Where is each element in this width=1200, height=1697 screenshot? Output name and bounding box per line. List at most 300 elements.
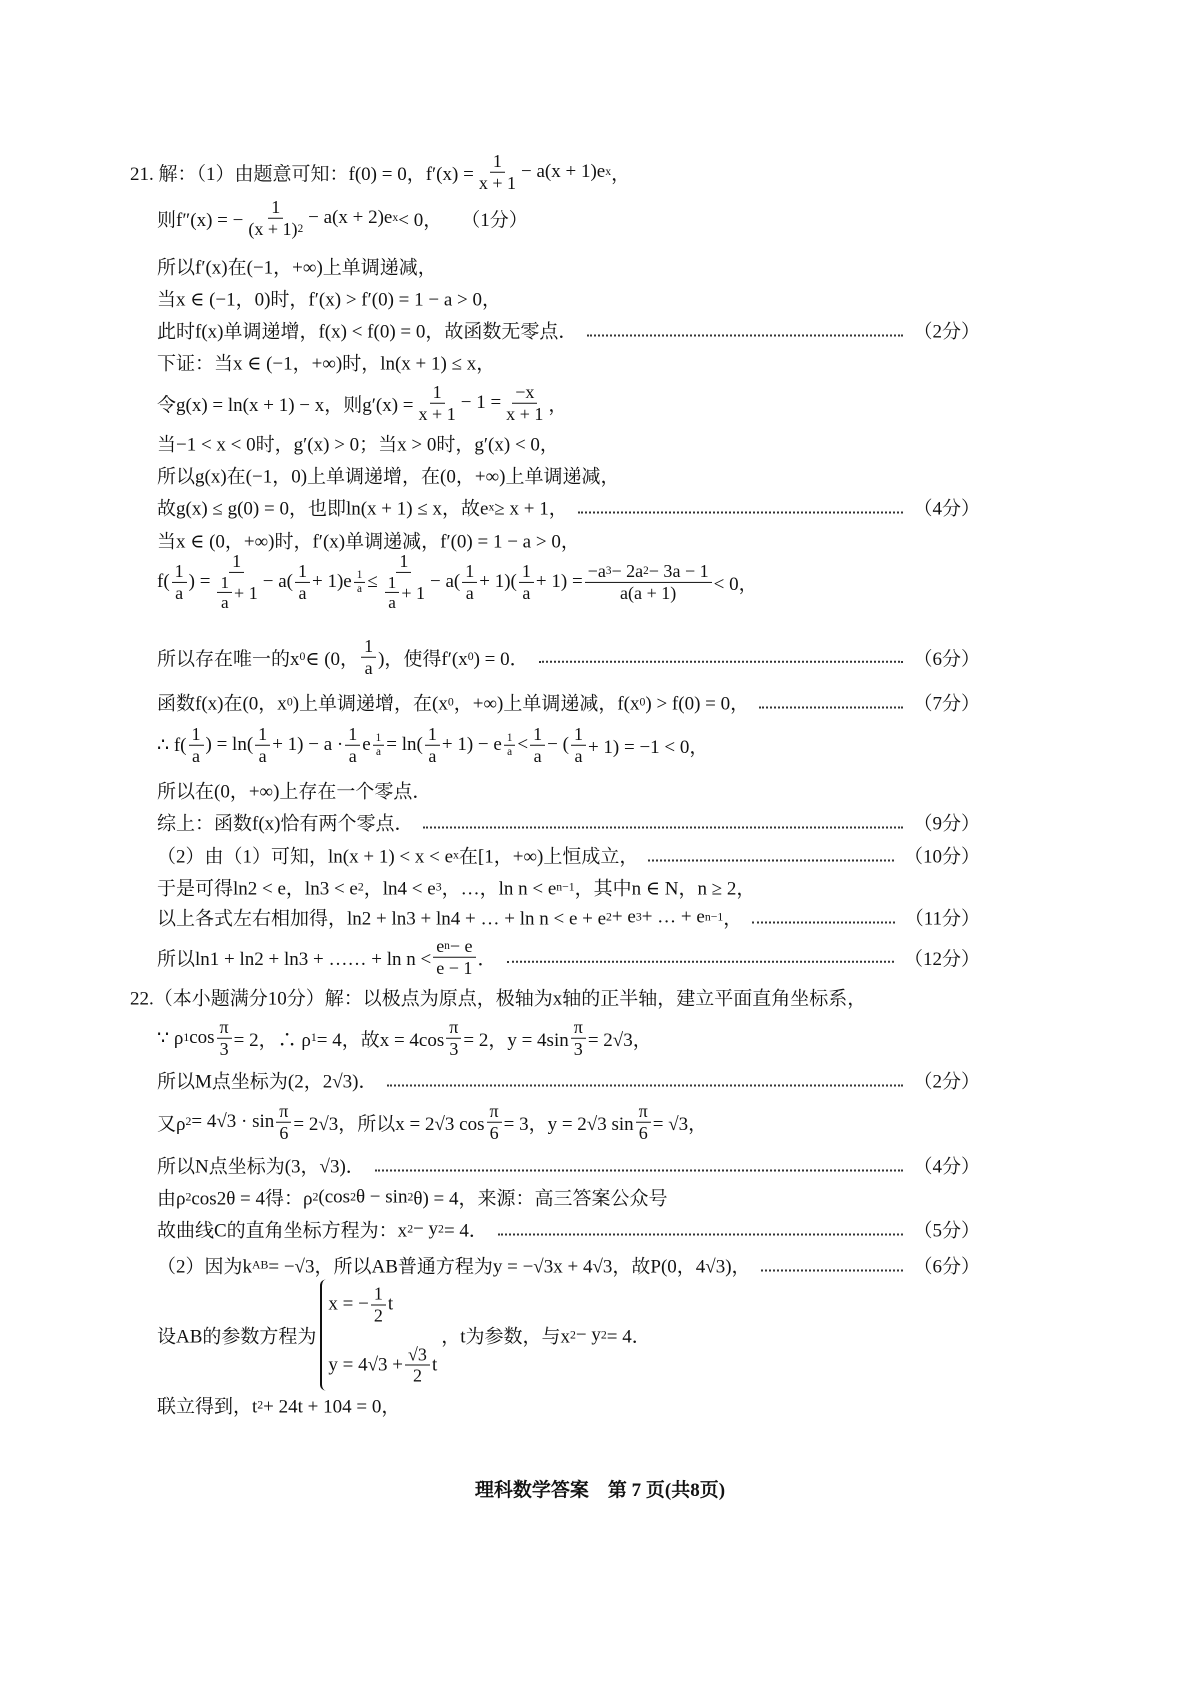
fraction: [217, 1017, 232, 1060]
math-text: 下证：当x ∈ (−1，+∞)时，ln(x + 1) ≤ x，: [157, 353, 496, 375]
numerator: [433, 936, 475, 958]
line-content: [157, 349, 495, 376]
math-text: ，: [723, 908, 743, 930]
line-content: [157, 1184, 668, 1211]
math-text: ，其中n ∈ N，n ≥ 2，: [574, 878, 756, 900]
fraction: [530, 724, 545, 767]
dot-leader: [498, 1233, 904, 1235]
math-text: n: [444, 939, 450, 952]
math-text: √3: [408, 1344, 427, 1364]
line-content: [157, 777, 431, 804]
denominator: [189, 746, 203, 767]
math-text: ∴ f(: [157, 734, 187, 756]
solution-line: [157, 253, 980, 280]
numerator: [571, 724, 586, 746]
numerator: [405, 1344, 430, 1366]
math-text: = −√3，所以AB普通方程为y = −√3x + 4√3，故P(0，4√3)，: [268, 1256, 751, 1278]
math-text: 2: [257, 1398, 264, 1411]
math-text: π: [573, 1016, 583, 1037]
math-text: = 4，故x = 4cos: [316, 1029, 445, 1051]
math-text: 1: [348, 723, 358, 744]
denominator: [503, 404, 546, 425]
math-text: 21. 解：（1）由题意可知：f(0) = 0，f′(x) =: [130, 163, 474, 185]
solution-line: [157, 527, 980, 554]
fraction: [373, 732, 385, 759]
math-text: = 4√3 · sin: [191, 1111, 275, 1132]
denominator: [276, 1123, 291, 1144]
line-content: [157, 197, 528, 240]
math-text: ≤: [367, 571, 378, 592]
score-mark: （7分）: [913, 693, 980, 715]
math-text: e: [362, 734, 371, 755]
math-text: 1: [427, 723, 437, 744]
line-content: [157, 1101, 707, 1144]
numerator: [385, 573, 400, 594]
dot-leader: [587, 334, 903, 336]
math-text: e: [436, 935, 445, 956]
denominator: [519, 583, 533, 604]
denominator: [354, 583, 365, 596]
fraction: [425, 724, 440, 767]
solution-line: [157, 197, 980, 240]
numerator: [512, 382, 537, 404]
math-text: 1: [364, 635, 374, 656]
denominator: [416, 404, 459, 425]
math-text: 故g(x) ≤ g(0) = 0，也即ln(x + 1) ≤ x，故e: [157, 498, 489, 520]
line-content: [130, 984, 866, 1011]
math-text: a(a + 1): [620, 582, 677, 603]
numerator: [361, 636, 376, 658]
math-text: a: [348, 745, 357, 766]
math-text: a: [533, 745, 542, 766]
math-text: 3: [219, 1038, 229, 1059]
numerator: [217, 573, 232, 594]
numerator: [571, 1017, 586, 1039]
fraction: [212, 551, 260, 613]
solution-line: [157, 936, 980, 979]
math-text: + 1) = −1 < 0，: [587, 736, 709, 758]
math-text: x = −: [328, 1293, 369, 1315]
solution-line: [157, 494, 980, 521]
math-text: a: [175, 582, 184, 603]
numerator: [490, 151, 505, 173]
fraction: [519, 561, 534, 604]
math-text: + 1) =: [535, 571, 583, 592]
score-mark: （2分）: [913, 1071, 980, 1093]
math-text: ，…，ln n < e: [441, 878, 557, 900]
fraction: [255, 724, 270, 767]
denominator: [212, 573, 260, 613]
math-text: θ − sin: [355, 1186, 408, 1207]
math-text: 在[1，+∞)上恒成立，: [458, 846, 639, 868]
math-text: − a(x + 1)e: [521, 161, 606, 182]
numerator: [276, 1101, 291, 1123]
numerator: [430, 382, 445, 404]
math-text: 故曲线C的直角坐标方程为：x: [157, 1220, 408, 1242]
math-text: 所以g(x)在(−1，0)上单调递增，在(0，+∞)上单调递减，: [157, 466, 620, 488]
page-footer: 理科数学答案 第 7 页(共8页): [474, 1480, 726, 1501]
math-text: 2: [297, 222, 304, 235]
math-text: a: [364, 657, 373, 678]
fraction: [276, 1101, 291, 1144]
numerator: [519, 561, 534, 583]
numerator: [268, 197, 283, 219]
math-text: (x + 1): [248, 218, 298, 239]
math-text: + 1)e: [311, 571, 352, 592]
math-text: 于是可得ln2 < e，ln3 < e: [157, 878, 358, 900]
solution-line: [157, 317, 980, 344]
math-text: 所以ln1 + ln2 + ln3 + …… + ln n <: [157, 948, 432, 970]
score-mark: （4分）: [913, 498, 980, 520]
line-content: [157, 253, 437, 280]
math-text: 1: [271, 196, 281, 217]
fraction: [476, 151, 519, 194]
line-content: [157, 551, 758, 613]
dot-leader: [752, 921, 894, 923]
math-text: < 0，: [713, 573, 758, 595]
math-text: cos2θ = 4得：ρ: [191, 1188, 313, 1210]
math-text: 6: [489, 1122, 499, 1143]
solution-line: [157, 1280, 980, 1391]
numerator: [446, 1017, 461, 1039]
math-text: 1: [191, 723, 201, 744]
math-text: = 2√3，: [587, 1029, 652, 1051]
denominator: [245, 219, 306, 240]
math-text: + e: [611, 906, 636, 927]
denominator: [410, 1366, 425, 1387]
line-content: [157, 809, 413, 836]
fraction: [571, 724, 586, 767]
math-text: = ln(: [386, 734, 423, 755]
fraction: [462, 561, 477, 604]
math-text: 当x ∈ (0，+∞)时，f′(x)单调递减，f′(0) = 1 − a > 0，: [157, 531, 580, 553]
math-text: a: [522, 582, 531, 603]
math-text: − a(x + 2)e: [308, 207, 393, 228]
line-content: [157, 382, 567, 425]
math-text: 1: [183, 1031, 190, 1044]
solution-line: [157, 809, 980, 836]
math-text: 6: [279, 1122, 289, 1143]
math-text: ) = ln(: [205, 734, 254, 755]
math-text: − y: [413, 1218, 439, 1239]
math-text: 0: [447, 695, 454, 708]
solution-line: [157, 636, 980, 679]
line-content: [157, 527, 580, 554]
math-text: ∈ (0，: [305, 648, 360, 670]
line-content: [157, 430, 559, 457]
denominator: [571, 746, 585, 767]
denominator: [256, 746, 270, 767]
superscript: [705, 910, 723, 924]
line-content: [157, 1152, 365, 1179]
fraction: [503, 382, 546, 425]
fraction: [385, 573, 400, 613]
line-content: [157, 285, 501, 312]
math-text: − y: [575, 1324, 601, 1345]
line-content: [157, 1392, 400, 1419]
math-text: 3: [573, 1038, 583, 1059]
math-text: + … + e: [641, 906, 705, 927]
math-text: n−1: [704, 910, 724, 923]
solution-line: [157, 842, 980, 869]
math-text: = 3，y = 2√3 sin: [503, 1113, 634, 1135]
math-text: = 2，y = 4sin: [463, 1029, 569, 1051]
dot-leader: [761, 1269, 904, 1271]
math-text: − 2a: [611, 560, 644, 581]
solution-line: [157, 430, 980, 457]
line-content: [157, 1067, 377, 1094]
math-text: 所以f′(x)在(−1，+∞)上单调递减，: [157, 257, 437, 279]
fraction: [571, 1017, 586, 1060]
math-text: 又ρ: [157, 1113, 186, 1135]
numerator: [487, 1101, 502, 1123]
math-text: −x: [515, 381, 535, 402]
denominator: [380, 573, 428, 613]
math-text: 联立得到，t: [157, 1396, 258, 1418]
math-text: 0: [299, 650, 306, 663]
math-text: x: [392, 211, 399, 224]
math-text: θ) = 4，来源：高三答案公众号: [413, 1188, 668, 1210]
math-text: + 1) − e: [441, 734, 502, 755]
math-text: ，: [548, 394, 568, 416]
denominator: [476, 173, 519, 194]
denominator: [617, 583, 679, 604]
math-text: 22.（本小题满分10分）解：以极点为原点，极轴为x轴的正半轴，建立平面直角坐标系，: [130, 988, 867, 1010]
math-text: = 4．: [443, 1220, 488, 1242]
math-text: a: [375, 745, 381, 758]
score-mark: （9分）: [913, 813, 980, 835]
solution-line: [130, 984, 980, 1011]
numerator: [255, 724, 270, 746]
superscript: [298, 222, 304, 235]
math-text: 1: [521, 560, 531, 581]
line-content: [157, 874, 755, 901]
denominator: [371, 1305, 386, 1326]
math-text: 2: [373, 1305, 383, 1326]
math-text: 1: [220, 572, 230, 592]
math-text: y = 4√3 +: [328, 1354, 404, 1376]
math-text: 1: [465, 560, 475, 581]
fraction: [361, 636, 376, 679]
math-text: π: [219, 1016, 229, 1037]
math-text: 2: [600, 1328, 607, 1341]
dot-leader: [423, 826, 903, 828]
denominator: [362, 658, 376, 679]
math-text: 当−1 < x < 0时，g′(x) > 0；当x > 0时，g′(x) < 0，: [157, 434, 559, 456]
math-text: t: [431, 1354, 438, 1376]
fraction: [172, 561, 187, 604]
fraction: [636, 1101, 651, 1144]
math-text: 2: [185, 1190, 192, 1203]
math-text: 1: [492, 150, 502, 171]
math-text: 1: [373, 1283, 383, 1304]
math-text: 1: [375, 731, 382, 744]
denominator: [504, 746, 515, 759]
numerator: [217, 1017, 232, 1039]
fraction: [189, 724, 204, 767]
math-text: ．: [477, 948, 497, 970]
math-text: ) = 0．: [473, 648, 529, 670]
math-text: 1: [573, 723, 583, 744]
math-text: π: [449, 1016, 459, 1037]
line-content: [157, 689, 749, 716]
math-text: + 1: [401, 582, 426, 603]
denominator: [487, 1123, 502, 1144]
equation-system: [320, 1280, 437, 1391]
subscript: [252, 1258, 268, 1272]
line-content: [157, 636, 529, 679]
line-content: [157, 494, 568, 521]
math-text: <: [517, 734, 529, 755]
math-text: 1: [387, 572, 397, 592]
math-text: 所以存在唯一的x: [157, 648, 300, 670]
math-text: 1: [356, 568, 363, 581]
math-text: 此时f(x)单调递增，f(x) < f(0) = 0，故函数无零点．: [157, 321, 578, 343]
math-text: 令g(x) = ln(x + 1) − x，则g′(x) =: [157, 394, 414, 416]
superscript: [556, 880, 574, 894]
math-text: 1: [258, 723, 268, 744]
math-text: （2）因为k: [157, 1256, 253, 1278]
math-text: 2: [643, 564, 649, 577]
math-text: 1: [533, 723, 543, 744]
math-text: ) > f(0) = 0，: [645, 693, 750, 715]
math-text: = 2√3，所以x = 2√3 cos: [293, 1113, 485, 1135]
math-text: ，: [611, 163, 631, 185]
math-text: 2: [412, 1365, 422, 1386]
math-text: 1: [399, 550, 409, 571]
fraction: [354, 569, 366, 596]
solution-line: [157, 382, 980, 425]
math-text: 综上：函数f(x)恰有两个零点．: [157, 813, 414, 835]
denominator: [295, 583, 309, 604]
solution-line: [130, 151, 980, 194]
denominator: [217, 1039, 232, 1060]
math-text: = 2，∴ ρ: [233, 1029, 311, 1051]
math-text: 1: [506, 731, 513, 744]
denominator: [373, 746, 384, 759]
dot-leader: [578, 511, 904, 513]
solution-line: [157, 777, 980, 804]
math-text: )上单调递增，在(x: [292, 693, 448, 715]
math-text: 3: [635, 910, 642, 923]
math-text: − 1 =: [460, 392, 502, 413]
math-text: 3: [449, 1038, 459, 1059]
line-content: [157, 936, 497, 979]
math-text: 3: [435, 880, 442, 893]
denominator: [433, 958, 475, 979]
numerator: [425, 724, 440, 746]
solution-line: [157, 1101, 980, 1144]
math-text: 所以在(0，+∞)上存在一个零点．: [157, 781, 432, 803]
math-text: 当x ∈ (−1，0)时，f′(x) > f′(0) = 1 − a > 0，: [157, 289, 502, 311]
fraction: [487, 1101, 502, 1144]
line-content: [157, 1252, 751, 1279]
math-text: )，使得f′(x: [378, 648, 468, 670]
solution-line: [157, 904, 980, 931]
dot-leader: [375, 1169, 904, 1171]
solution-line: [157, 1017, 980, 1060]
score-mark: （10分）: [903, 846, 980, 868]
math-text: 0: [639, 695, 646, 708]
math-text: x: [605, 165, 612, 178]
math-text: ) =: [188, 571, 211, 592]
math-text: n−1: [556, 880, 575, 893]
math-text: x: [488, 500, 495, 513]
math-text: 3: [605, 564, 612, 577]
math-text: t: [387, 1293, 394, 1315]
math-text: 1: [297, 560, 307, 581]
denominator: [385, 593, 399, 613]
math-text: 2: [570, 1328, 576, 1341]
math-text: 1: [432, 381, 442, 402]
numerator: [229, 551, 244, 573]
math-text: (cos: [318, 1186, 351, 1207]
line-content: [157, 1216, 488, 1243]
math-text: a: [465, 582, 474, 603]
dot-leader: [507, 961, 894, 963]
math-text: 所以M点坐标为(2，2√3)．: [157, 1071, 378, 1093]
math-text: e − 1: [436, 957, 473, 978]
math-text: + 1)(: [479, 571, 517, 592]
fraction: [345, 724, 360, 767]
math-text: 由ρ: [157, 1188, 186, 1210]
solution-line: [157, 1067, 980, 1094]
fraction: [245, 197, 306, 240]
fraction: [380, 551, 428, 613]
numerator: [530, 724, 545, 746]
math-text: 0: [286, 695, 293, 708]
math-text: a: [428, 745, 437, 766]
line-content: [157, 724, 708, 767]
math-text: + 1: [234, 582, 258, 603]
math-text: 2: [312, 1190, 319, 1203]
line-content: [130, 151, 630, 194]
score-mark: （6分）: [913, 648, 980, 670]
math-text: ，+∞)上单调递减，f(x: [453, 693, 640, 715]
math-text: = √3，: [652, 1113, 708, 1135]
math-text: − (: [547, 734, 569, 755]
math-text: 2: [185, 1115, 192, 1128]
math-text: 1: [232, 550, 242, 571]
math-text: a: [192, 745, 201, 766]
math-text: π: [279, 1100, 289, 1121]
equation-row: [328, 1284, 437, 1327]
denominator: [218, 593, 232, 613]
math-text: − e: [449, 935, 473, 956]
solution-line: [157, 349, 980, 376]
fraction: [416, 382, 459, 425]
solution-line: [157, 551, 980, 613]
fraction: [405, 1344, 430, 1387]
numerator: [462, 561, 477, 583]
math-text: x: [453, 848, 459, 861]
denominator: [446, 1039, 461, 1060]
numerator: [345, 724, 360, 746]
math-text: 6: [638, 1122, 648, 1143]
math-text: π: [638, 1100, 648, 1121]
solution-line: [157, 689, 980, 716]
numerator: [354, 569, 366, 583]
score-mark: （4分）: [913, 1156, 980, 1178]
math-text: ，ln4 < e: [363, 878, 436, 900]
math-text: a: [220, 593, 229, 613]
math-text: a: [298, 582, 307, 603]
dot-leader: [648, 859, 894, 861]
math-text: a: [388, 593, 396, 613]
score-mark: （12分）: [903, 948, 980, 970]
math-text: ，t为参数，与x: [441, 1326, 570, 1348]
math-text: 2: [606, 910, 612, 923]
